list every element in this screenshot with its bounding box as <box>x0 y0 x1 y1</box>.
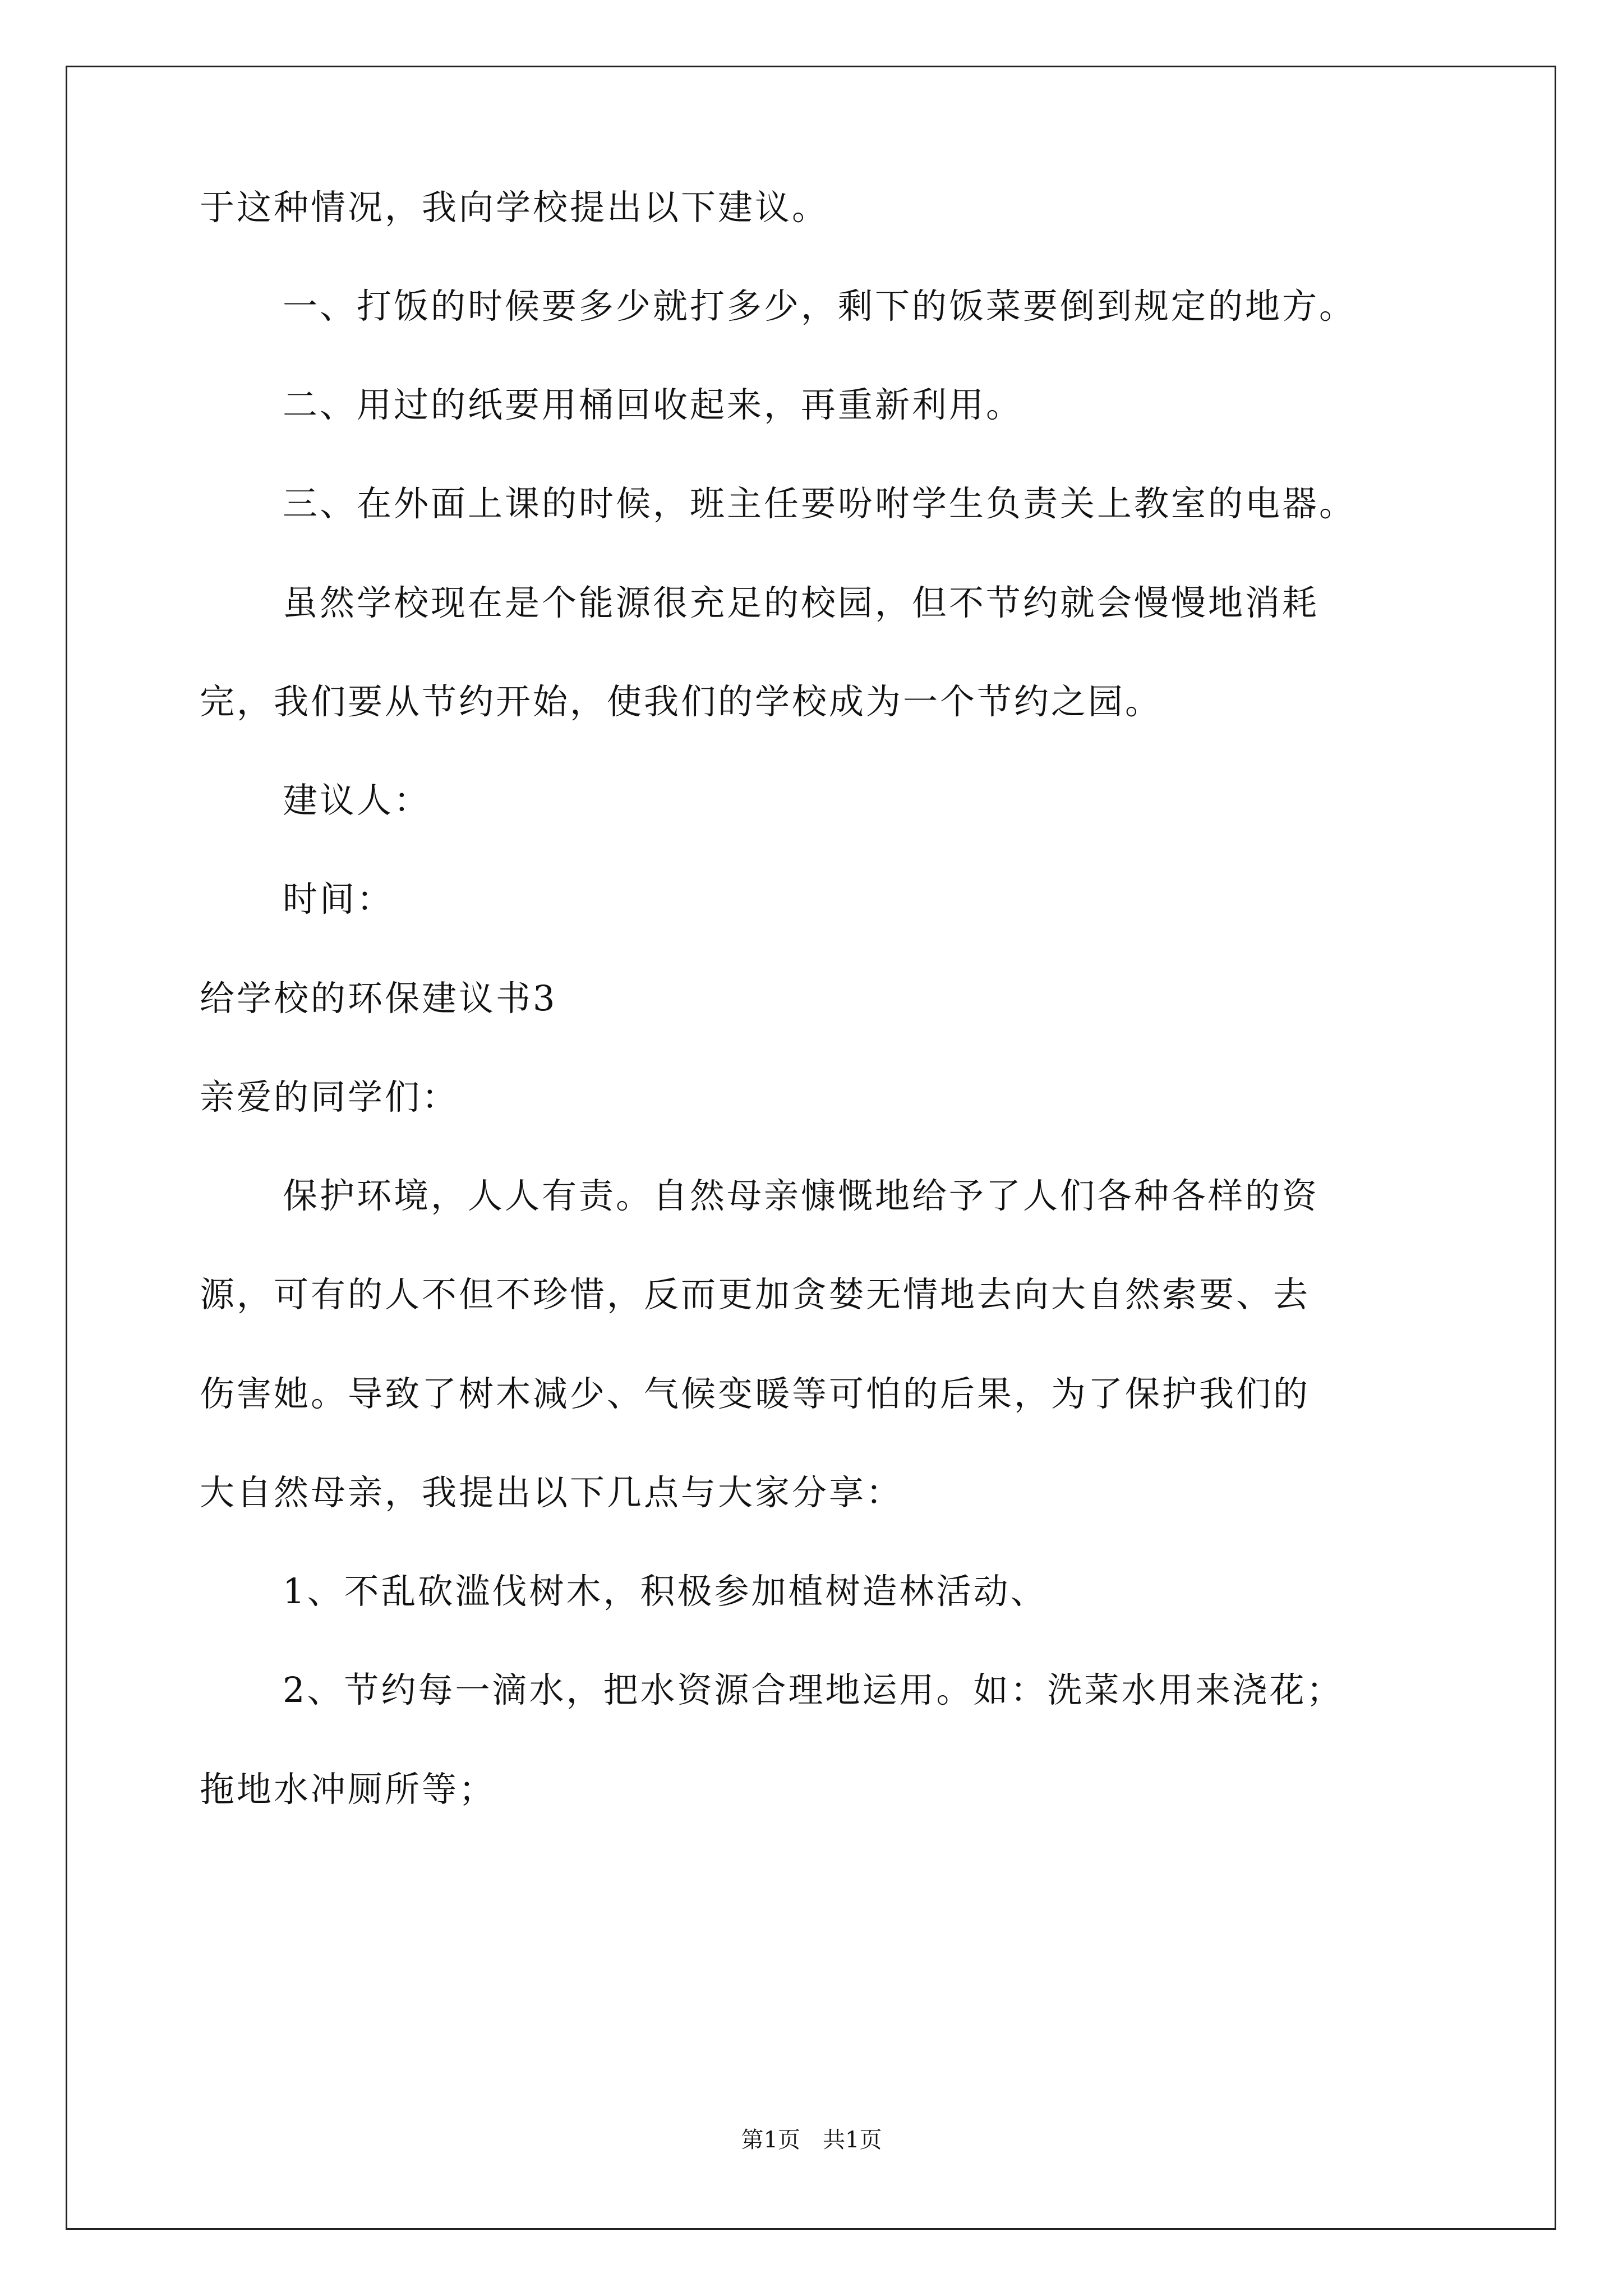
text-line-7: 建议人： <box>283 780 431 821</box>
text-line-5: 虽然学校现在是个能源很充足的校园，但不节约就会慢慢地消耗 <box>283 582 1320 623</box>
text-line-11: 保护环境，人人有责。自然母亲慷慨地给予了人们各种各样的资 <box>283 1175 1320 1216</box>
text-line-13: 伤害她。导致了树木减少、气候变暖等可怕的后果，为了保护我们的 <box>200 1373 1311 1414</box>
text-line-8: 时间： <box>283 878 394 919</box>
text-line-2: 一、打饭的时候要多少就打多少，剩下的饭菜要倒到规定的地方。 <box>283 286 1357 326</box>
text-line-17: 拖地水冲厕所等； <box>200 1769 496 1810</box>
text-line-6: 完，我们要从节约开始，使我们的学校成为一个节约之园。 <box>200 681 1163 722</box>
text-line-3: 二、用过的纸要用桶回收起来，再重新利用。 <box>283 384 1023 425</box>
text-line-16: 2、节约每一滴水，把水资源合理地运用。如：洗菜水用来浇花； <box>283 1669 1344 1710</box>
text-line-4: 三、在外面上课的时候，班主任要吩咐学生负责关上教室的电器。 <box>283 483 1357 524</box>
text-line-1: 于这种情况，我向学校提出以下建议。 <box>200 187 829 228</box>
text-line-12: 源，可有的人不但不珍惜，反而更加贪婪无情地去向大自然索要、去 <box>200 1274 1311 1315</box>
text-line-14: 大自然母亲，我提出以下几点与大家分享： <box>200 1472 903 1513</box>
section-heading: 给学校的环保建议书3 <box>200 978 557 1019</box>
salutation: 亲爱的同学们： <box>200 1076 459 1117</box>
text-line-15: 1、不乱砍滥伐树木，积极参加植树造林活动、 <box>283 1571 1048 1612</box>
page-number-footer: 第1页 共1页 <box>741 2127 882 2153</box>
